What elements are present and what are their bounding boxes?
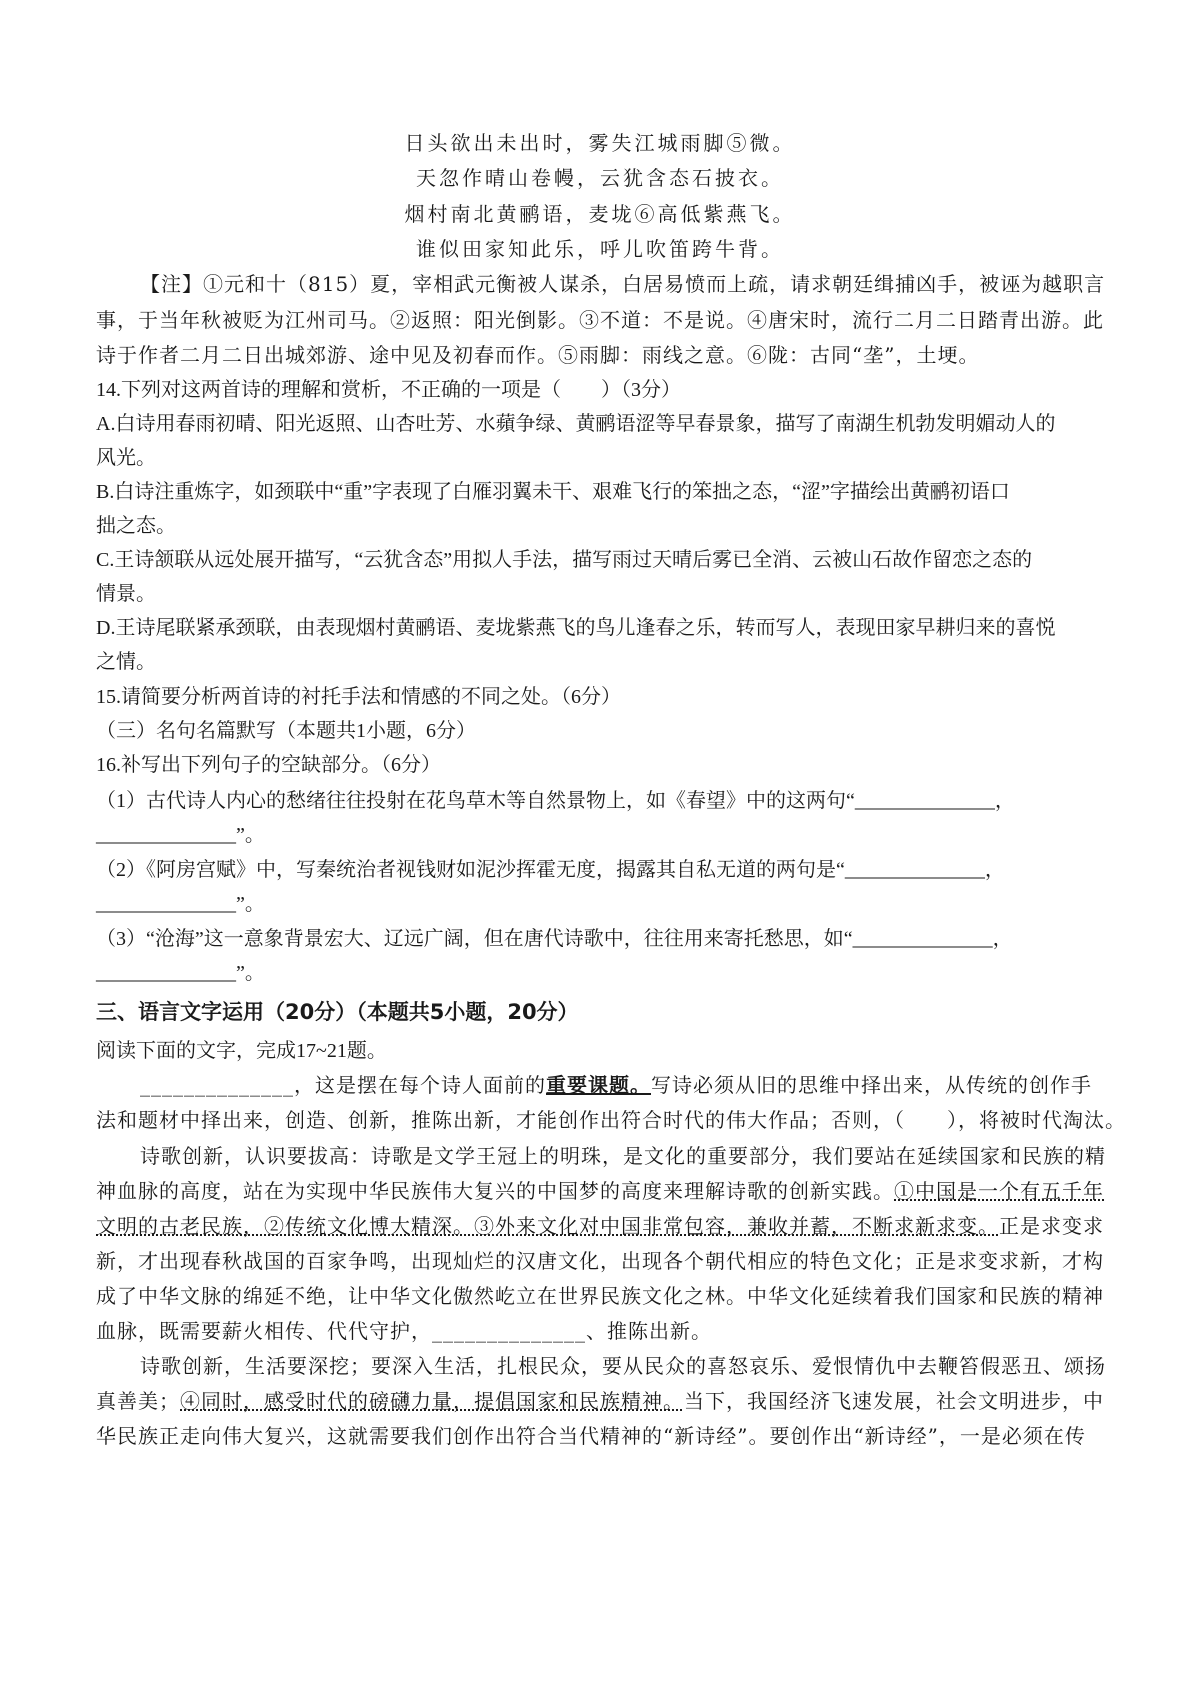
underlined-sentence: ④同时，感受时代的磅礴力量，提倡国家和民族精神。 bbox=[180, 1389, 684, 1413]
passage-line: 血脉，既需要薪火相传、代代守护，______________、推陈出新。 bbox=[96, 1319, 712, 1343]
poem-line: 谁似田家知此乐，呼儿吹笛跨牛背。 bbox=[416, 237, 784, 261]
passage-line bbox=[96, 1175, 1106, 1204]
note-line: 【注】①元和十（815）夏，宰相武元衡被人谋杀，白居易愤而上疏，请求朝廷缉捕凶手，被诬为越职言 bbox=[140, 272, 1106, 296]
passage-line bbox=[140, 1069, 1106, 1098]
poem-line: 烟村南北黄鹂语，麦垅⑥高低紫燕飞。 bbox=[404, 202, 796, 226]
underlined-phrase: 重要课题。 bbox=[546, 1073, 651, 1097]
text-run: ，这是摆在每个诗人面前的 bbox=[294, 1073, 546, 1097]
option-a: A.白诗用春雨初晴、阳光返照、山杏吐芳、水蘋争绿、黄鹂语涩等早春景象，描写了南湖生机勃发明媚动人的 bbox=[96, 413, 1056, 435]
instruction: 阅读下面的文字，完成17~21题。 bbox=[96, 1040, 387, 1062]
text-run: 真善美； bbox=[96, 1389, 180, 1413]
passage-line: 成了中华文脉的绵延不绝，让中华文化傲然屹立在世界民族文化之林。中华文化延续着我们国家和民族的精神 bbox=[96, 1284, 1104, 1308]
option-b: B.白诗注重炼字，如颈联中“重”字表现了白雁羽翼未干、艰难飞行的笨拙之态，“涩”字描绘出黄鹂初语口 bbox=[96, 481, 1010, 503]
fill-item: （1）古代诗人内心的愁绪往往投射在花鸟草木等自然景物上，如《春望》中的这两句“______________， bbox=[96, 790, 1015, 812]
fill-item-cont: ______________”。 bbox=[96, 824, 265, 846]
fill-item: （2）《阿房宫赋》中，写秦统治者视钱财如泥沙挥霍无度，揭露其自私无道的两句是“______________， bbox=[96, 859, 1005, 881]
part-heading: 三、语言文字运用（20分）（本题共5小题，20分） bbox=[96, 1000, 579, 1024]
passage-line: 法和题材中择出来，创造、创新，推陈出新，才能创作出符合时代的伟大作品；否则，（ ），将被时代淘汰。 bbox=[96, 1108, 1126, 1132]
note-line: 诗于作者二月二日出城郊游、途中见及初春而作。⑤雨脚：雨线之意。⑥陇：古同“垄”，土埂。 bbox=[96, 343, 980, 367]
poem-line: 天忽作晴山卷幔，云犹含态石披衣。 bbox=[416, 166, 784, 190]
fill-item-cont: ______________”。 bbox=[96, 893, 265, 915]
passage-line bbox=[96, 1210, 1106, 1239]
text-run: 当下，我国经济飞速发展，社会文明进步，中 bbox=[684, 1389, 1104, 1413]
passage-line bbox=[96, 1385, 1106, 1414]
option-c-cont: 情景。 bbox=[96, 583, 156, 605]
section-heading: （三）名句名篇默写（本题共1小题，6分） bbox=[96, 720, 476, 742]
option-d: D.王诗尾联紧承颈联，由表现烟村黄鹂语、麦垅紫燕飞的鸟儿逢春之乐，转而写人，表现田家早耕归来的喜悦 bbox=[96, 617, 1056, 639]
question-15: 15.请简要分析两首诗的衬托手法和情感的不同之处。（6分） bbox=[96, 686, 621, 708]
text-run: 正是求变求 bbox=[999, 1214, 1104, 1238]
underlined-sentence: 文明的古老民族，②传统文化博大精深。③外来文化对中国非常包容，兼收并蓄，不断求新求变。 bbox=[96, 1214, 999, 1238]
question-stem: 16.补写出下列句子的空缺部分。（6分） bbox=[96, 754, 441, 776]
question-stem: 14.下列对这两首诗的理解和赏析，不正确的一项是（ ）（3分） bbox=[96, 379, 681, 401]
passage-line: 华民族正走向伟大复兴，这就需要我们创作出符合当代精神的“新诗经”。要创作出“新诗经”，一是必须在传 bbox=[96, 1424, 1086, 1448]
fill-item: （3）“沧海”这一意象背景宏大、辽远广阔，但在唐代诗歌中，往往用来寄托愁思，如“______________， bbox=[96, 928, 1013, 950]
text-run: 写诗必须从旧的思维中择出来，从传统的创作手 bbox=[651, 1073, 1092, 1097]
passage-line: 诗歌创新，生活要深挖；要深入生活，扎根民众，要从民众的喜怒哀乐、爱恨情仇中去鞭笞假恶丑、颂扬 bbox=[140, 1354, 1106, 1378]
text-run: 神血脉的高度，站在为实现中华民族伟大复兴的中国梦的高度来理解诗歌的创新实践。 bbox=[96, 1179, 894, 1203]
passage-line: 诗歌创新，认识要拔高：诗歌是文学王冠上的明珠，是文化的重要部分，我们要站在延续国家和民族的精 bbox=[140, 1144, 1106, 1168]
poem-line: 日头欲出未出时，雾失江城雨脚⑤微。 bbox=[404, 131, 796, 155]
passage-line: 新，才出现春秋战国的百家争鸣，出现灿烂的汉唐文化，出现各个朝代相应的特色文化；正是求变求新，才构 bbox=[96, 1249, 1104, 1273]
option-d-cont: 之情。 bbox=[96, 651, 156, 673]
option-a-cont: 风光。 bbox=[96, 447, 156, 469]
blank: ______________ bbox=[140, 1073, 294, 1097]
note-line: 事，于当年秋被贬为江州司马。②返照：阳光倒影。③不道：不是说。④唐宋时，流行二月二日踏青出游。此 bbox=[96, 308, 1104, 332]
fill-item-cont: ______________”。 bbox=[96, 962, 265, 984]
option-b-cont: 拙之态。 bbox=[96, 515, 176, 537]
underlined-sentence: ①中国是一个有五千年 bbox=[894, 1179, 1104, 1203]
option-c: C.王诗颔联从远处展开描写，“云犹含态”用拟人手法，描写雨过天晴后雾已全消、云被山石故作留恋之态的 bbox=[96, 549, 1033, 571]
